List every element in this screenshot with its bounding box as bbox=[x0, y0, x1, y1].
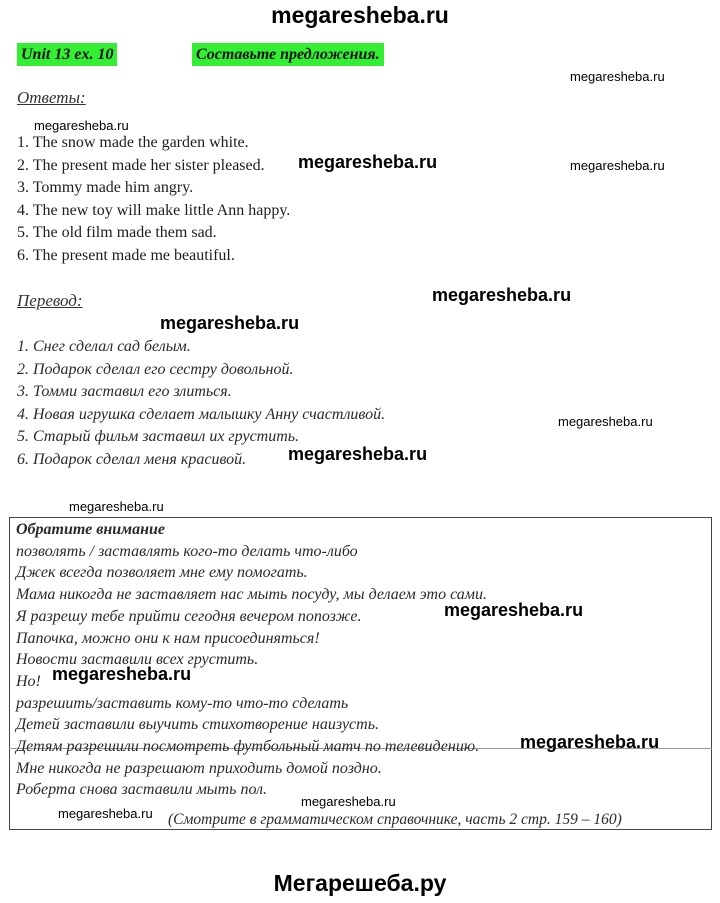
watermark-small: megaresheba.ru bbox=[34, 118, 129, 133]
note-line: позволять / заставлять кого-то делать что-либо bbox=[16, 542, 358, 560]
watermark-small: megaresheba.ru bbox=[570, 69, 665, 84]
answer-item: 3. Tommy made him angry. bbox=[17, 179, 194, 196]
task-title: Составьте предложения. bbox=[192, 43, 384, 66]
site-footer: Мегарешеба.ру bbox=[273, 870, 447, 896]
watermark-big: megaresheba.ru bbox=[432, 285, 572, 305]
translation-item: 5. Старый фильм заставил их грустить. bbox=[17, 428, 300, 445]
note-line: Я разрешу тебе прийти сегодня вечером попозже. bbox=[16, 607, 362, 625]
answer-item: 1. The snow made the garden white. bbox=[17, 134, 249, 151]
translation-item: 4. Новая игрушка сделает малышку Анну счастливой. bbox=[17, 405, 386, 423]
watermark-big: megaresheba.ru bbox=[298, 152, 438, 172]
note-line: Мне никогда не разрешают приходить домой поздно. bbox=[16, 759, 382, 777]
watermark-big: megaresheba.ru bbox=[288, 444, 428, 464]
watermark-small: megaresheba.ru bbox=[570, 158, 665, 173]
answers-heading: Ответы: bbox=[17, 88, 86, 107]
answer-item: 5. The old film made them sad. bbox=[17, 224, 217, 241]
watermark-small: megaresheba.ru bbox=[301, 794, 396, 809]
note-reference: (Смотрите в грамматическом справочнике, часть 2 стр. 159 – 160) bbox=[168, 811, 622, 828]
unit-label: Unit 13 ex. 10 bbox=[17, 43, 117, 66]
note-line: Джек всегда позволяет мне ему помогать. bbox=[16, 564, 308, 582]
watermark-big: megaresheba.ru bbox=[52, 664, 192, 684]
watermark-big: megaresheba.ru bbox=[444, 600, 584, 620]
note-line: Детей заставили выучить стихотворение наизусть. bbox=[16, 716, 379, 734]
watermark-small: megaresheba.ru bbox=[69, 499, 164, 514]
translation-item: 1. Снег сделал сад белым. bbox=[17, 338, 191, 355]
answers-list bbox=[17, 132, 290, 267]
site-header: megaresheba.ru bbox=[271, 2, 449, 28]
watermark-small: megaresheba.ru bbox=[58, 806, 153, 821]
answer-item: 2. The present made her sister pleased. bbox=[17, 156, 265, 174]
translation-heading: Перевод: bbox=[17, 291, 83, 310]
note-title: Обратите внимание bbox=[16, 521, 165, 538]
note-line: Мама никогда не заставляет нас мыть посуду, мы делаем это сами. bbox=[16, 586, 487, 604]
watermark-big: megaresheba.ru bbox=[520, 732, 660, 752]
translation-item: 2. Подарок сделал его сестру довольной. bbox=[17, 360, 294, 378]
note-line: Но! bbox=[16, 672, 41, 690]
translation-item: 6. Подарок сделал меня красивой. bbox=[17, 450, 247, 468]
answer-item: 6. The present made me beautiful. bbox=[17, 246, 235, 264]
note-content bbox=[16, 519, 487, 801]
watermark-small: megaresheba.ru bbox=[558, 414, 653, 429]
watermark-big: megaresheba.ru bbox=[160, 313, 300, 333]
note-line: Новости заставили всех грустить. bbox=[16, 651, 259, 669]
note-line: Роберта снова заставили мыть пол. bbox=[16, 781, 268, 799]
note-line: разрешить/заставить кому-то что-то сделать bbox=[16, 694, 349, 712]
note-line: Папочка, можно они к нам присоединяться! bbox=[16, 629, 320, 647]
answer-item: 4. The new toy will make little Ann happy. bbox=[17, 201, 291, 219]
note-line: Детям разрешили посмотреть футбольный матч по телевидению. bbox=[16, 738, 480, 756]
translation-item: 3. Томми заставил его злиться. bbox=[17, 383, 232, 400]
